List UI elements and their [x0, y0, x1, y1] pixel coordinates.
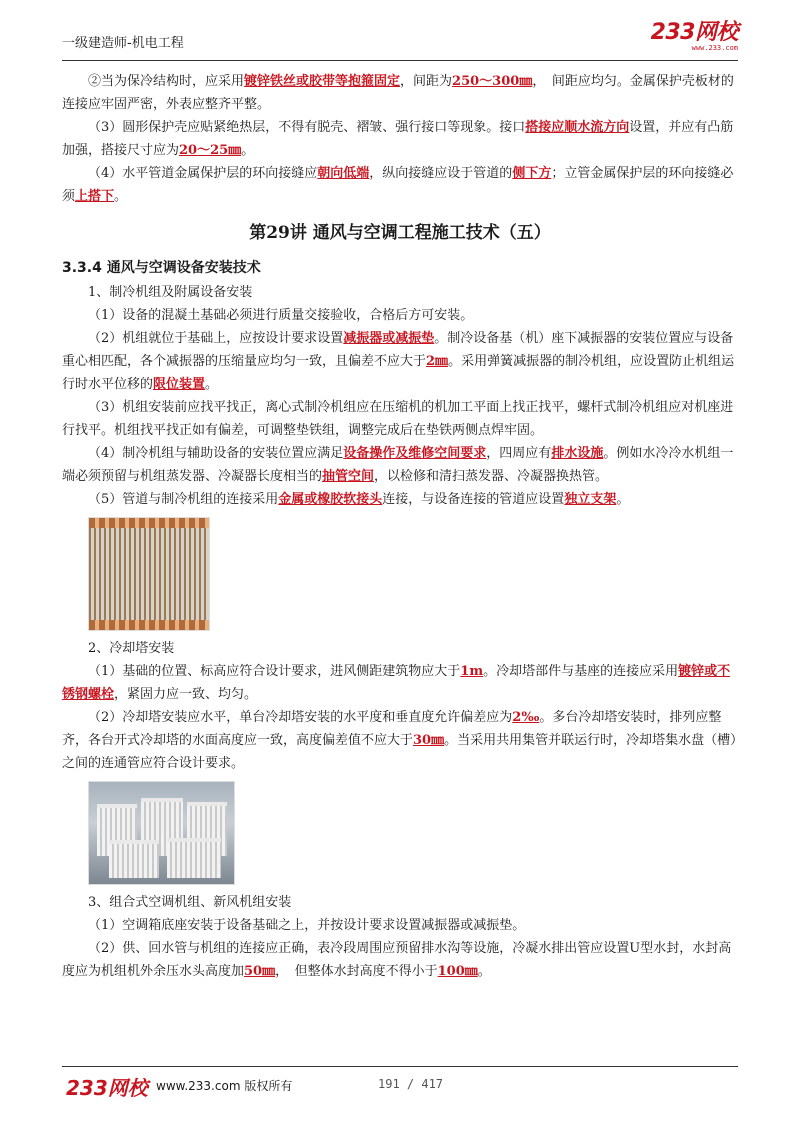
paragraph-seam-direction: （4）水平管道金属保护层的环向接缝应朝向低端，纵向接缝应设于管道的侧下方；立管金属保护层的环向接缝必须上搭下。 — [62, 166, 734, 204]
header-divider — [62, 60, 738, 61]
header-title: 一级建造师-机电工程 — [62, 36, 184, 51]
page-number: 191 / 417 — [378, 1077, 444, 1091]
lecture-title: 第29讲 通风与空调工程施工技术（五） — [249, 223, 551, 243]
refrigeration-item-4: （4）制冷机组与辅助设备的安装位置应满足设备操作及维修空间要求，四周应有排水设施。例如水冷冷水机组一端必须预留与机组蒸发器、冷凝器长度相当的抽管空间，以检修和清扫蒸发器、冷凝器换热管。 — [62, 446, 734, 484]
refrigeration-item-1: （1）设备的混凝土基础必须进行质量交接验收，合格后方可安装。 — [88, 308, 474, 323]
logo-url: www.233.com — [691, 44, 738, 52]
subsection-title-cooling-tower: 2、冷却塔安装 — [88, 641, 175, 656]
footer-divider — [62, 1066, 738, 1067]
page-header — [62, 22, 738, 58]
ahu-item-1: （1）空调箱底座安装于设备基础之上，并按设计要求设置减振器或减振垫。 — [88, 918, 526, 933]
subsection-title-ahu: 3、组合式空调机组、新风机组安装 — [88, 895, 292, 910]
footer-logo: 233网校 — [66, 1076, 148, 1100]
heat-exchanger-coil-photo — [88, 517, 210, 631]
subsection-title-refrigeration: 1、制冷机组及附属设备安装 — [88, 285, 253, 300]
paragraph-round-shell: （3）圆形保护壳应贴紧绝热层，不得有脱壳、褶皱、强行接口等现象。接口搭接应顺水流方向设置，并应有凸筋加强，搭接尺寸应为20～25㎜。 — [62, 120, 734, 158]
paragraph-insulation-cold: ②当为保冷结构时，应采用镀锌铁丝或胶带等抱箍固定，间距为250～300㎜， 间距应均匀。金属保护壳板材的连接应牢固严密，外表应整齐平整。 — [62, 74, 734, 112]
refrigeration-item-2: （2）机组就位于基础上，应按设计要求设置减振器或减振垫。制冷设备基（机）座下减振器的安装位置应与设备重心相匹配，各个减振器的压缩量应均匀一致，且偏差不应大于2㎜。采用弹簧减振器的制冷机组，应设置防止机组运行时水平位移的限位装置。 — [62, 331, 735, 392]
footer-copyright: www.233.com 版权所有 — [156, 1079, 293, 1093]
logo-text: 233网校 — [650, 20, 738, 45]
ahu-item-2: （2）供、回水管与机组的连接应正确，表冷段周围应预留排水沟等设施，冷凝水排出管应设置U型水封，水封高度应为机组机外余压水头高度加50㎜， 但整体水封高度不得小于100㎜。 — [62, 941, 732, 979]
refrigeration-item-3: （3）机组安装前应找平找正，离心式制冷机组应在压缩机的机加工平面上找正找平，螺杆式制冷机组应对机座进行找平。机组找平找正如有偏差，可调整垫铁组，调整完成后在垫铁两侧点焊牢固。 — [62, 400, 734, 438]
document-body — [62, 70, 738, 983]
cooling-tower-item-2: （2）冷却塔安装应水平，单台冷却塔安装的水平度和垂直度允许偏差应为2‰。多台冷却塔安装时，排列应整齐，各台开式冷却塔的水面高度应一致，高度偏差值不应大于30㎜。当采用共用集管并联运行时，冷却塔集水盘（槽）之间的连通管应符合设计要求。 — [62, 710, 737, 771]
section-title: 3.3.4 通风与空调设备安装技术 — [62, 260, 261, 276]
refrigeration-item-5: （5）管道与制冷机组的连接采用金属或橡胶软接头连接，与设备连接的管道应设置独立支架。 — [88, 492, 630, 507]
brand-logo — [651, 22, 738, 52]
cooling-tower-item-1: （1）基础的位置、标高应符合设计要求，进风侧距建筑物应大于1m。冷却塔部件与基座的连接应采用镀锌或不锈钢螺栓，紧固力应一致、均匀。 — [62, 664, 731, 702]
cooling-tower-photo — [88, 781, 235, 885]
